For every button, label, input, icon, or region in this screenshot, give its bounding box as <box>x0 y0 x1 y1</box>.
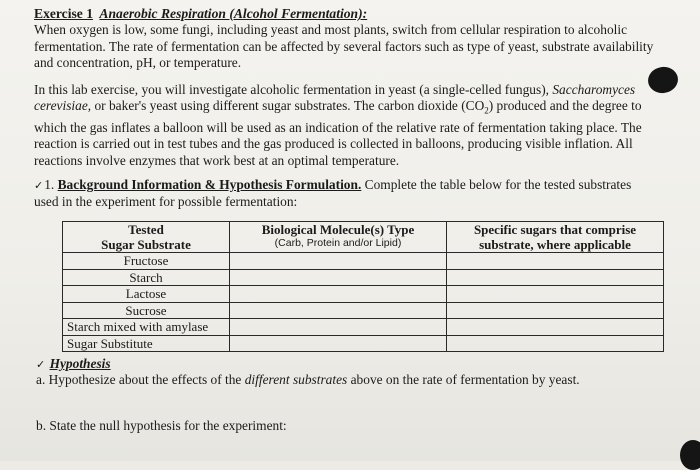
lab-text-1: In this lab exercise, you will investigate alcoholic fermentation in yeast (a single-celled fungus), <box>34 81 553 97</box>
header-col3-line2: substrate, where applicable <box>479 237 631 252</box>
header-specific-sugars <box>447 222 664 253</box>
specific-sugars-cell[interactable] <box>447 253 664 270</box>
species-name: Saccharomyces cerevisiae <box>34 81 636 114</box>
molecule-type-cell[interactable] <box>230 269 447 286</box>
checkmark-icon: ✓ <box>34 180 44 193</box>
lab-paragraph <box>34 82 654 170</box>
molecule-type-cell[interactable] <box>230 253 447 270</box>
specific-sugars-cell[interactable] <box>447 335 664 352</box>
lab-text-3: ) produced and the degree to which the gas inflates a balloon will be used as an indication of the relative rate of fermentation taking place. The reaction is carried out in test tubes and the gas produced is collected in balloons, producing visible inflation. All reactions involve enzymes that work best at an optimal temperature. <box>34 98 642 168</box>
molecule-type-cell[interactable] <box>230 319 447 336</box>
molecule-type-cell[interactable] <box>230 335 447 352</box>
specific-sugars-cell[interactable] <box>447 269 664 286</box>
hypothesis-question-b: b. State the null hypothesis for the experiment: <box>36 418 287 433</box>
table-row <box>63 269 664 286</box>
header-col1-line1: Tested <box>128 222 164 237</box>
molecule-type-cell[interactable] <box>230 302 447 319</box>
table-header-row <box>63 222 664 253</box>
table-row <box>63 253 664 270</box>
question-1-heading: Background Information & Hypothesis Formulation. <box>57 177 362 193</box>
qa-prefix: a. Hypothesize about the effects of the <box>36 372 245 387</box>
row-substrate: Starch <box>63 269 230 286</box>
molecule-type-cell[interactable] <box>230 286 447 303</box>
binder-hole-icon <box>680 440 700 470</box>
header-tested-sugar <box>63 222 230 253</box>
row-substrate: Fructose <box>63 253 230 270</box>
co2-subscript: 2 <box>484 106 489 117</box>
header-molecule-type <box>230 222 447 253</box>
lab-text-2: , or baker's yeast using different sugar substrates. The carbon dioxide (CO <box>87 98 485 114</box>
header-col2-line2: (Carb, Protein and/or Lipid) <box>274 237 402 249</box>
row-substrate: Starch mixed with amylase <box>63 319 230 336</box>
substrate-table <box>62 221 664 352</box>
hypothesis-heading <box>36 356 111 373</box>
intro-paragraph: When oxygen is low, some fungi, including yeast and most plants, switch from cellular respiration to alcoholic fermentation. The rate of fermentation can be affected by several factors such as type of yeast, substrate availability and concentration, pH, or temperature. <box>34 22 654 71</box>
table-row <box>63 319 664 336</box>
hypothesis-question-a <box>36 372 580 388</box>
specific-sugars-cell[interactable] <box>447 302 664 319</box>
exercise-title <box>34 6 654 22</box>
question-1 <box>34 177 654 210</box>
table-row <box>63 302 664 319</box>
question-1-instruction: Complete the table below for the tested substrates used in the experiment for possible fermentation: <box>34 177 632 210</box>
header-col3-line1: Specific sugars that comprise <box>473 222 637 237</box>
specific-sugars-cell[interactable] <box>447 319 664 336</box>
qa-suffix: above on the rate of fermentation by yeast. <box>347 372 580 387</box>
row-substrate: Sugar Substitute <box>63 335 230 352</box>
qa-italic: different substrates <box>244 372 348 387</box>
header-col2-line1: Biological Molecule(s) Type <box>261 222 415 237</box>
question-1-number: 1. <box>44 177 55 193</box>
table-row <box>63 286 664 303</box>
exercise-topic: Anaerobic Respiration (Alcohol Fermentation): <box>99 6 368 21</box>
hypothesis-title: Hypothesis <box>49 356 111 371</box>
row-substrate: Sucrose <box>63 302 230 319</box>
table-row <box>63 335 664 352</box>
specific-sugars-cell[interactable] <box>447 286 664 303</box>
row-substrate: Lactose <box>63 286 230 303</box>
header-col1-line2: Sugar Substrate <box>101 237 191 252</box>
exercise-number: Exercise 1 <box>34 6 94 21</box>
worksheet-content <box>34 6 654 224</box>
checkmark-icon: ✓ <box>36 359 46 371</box>
